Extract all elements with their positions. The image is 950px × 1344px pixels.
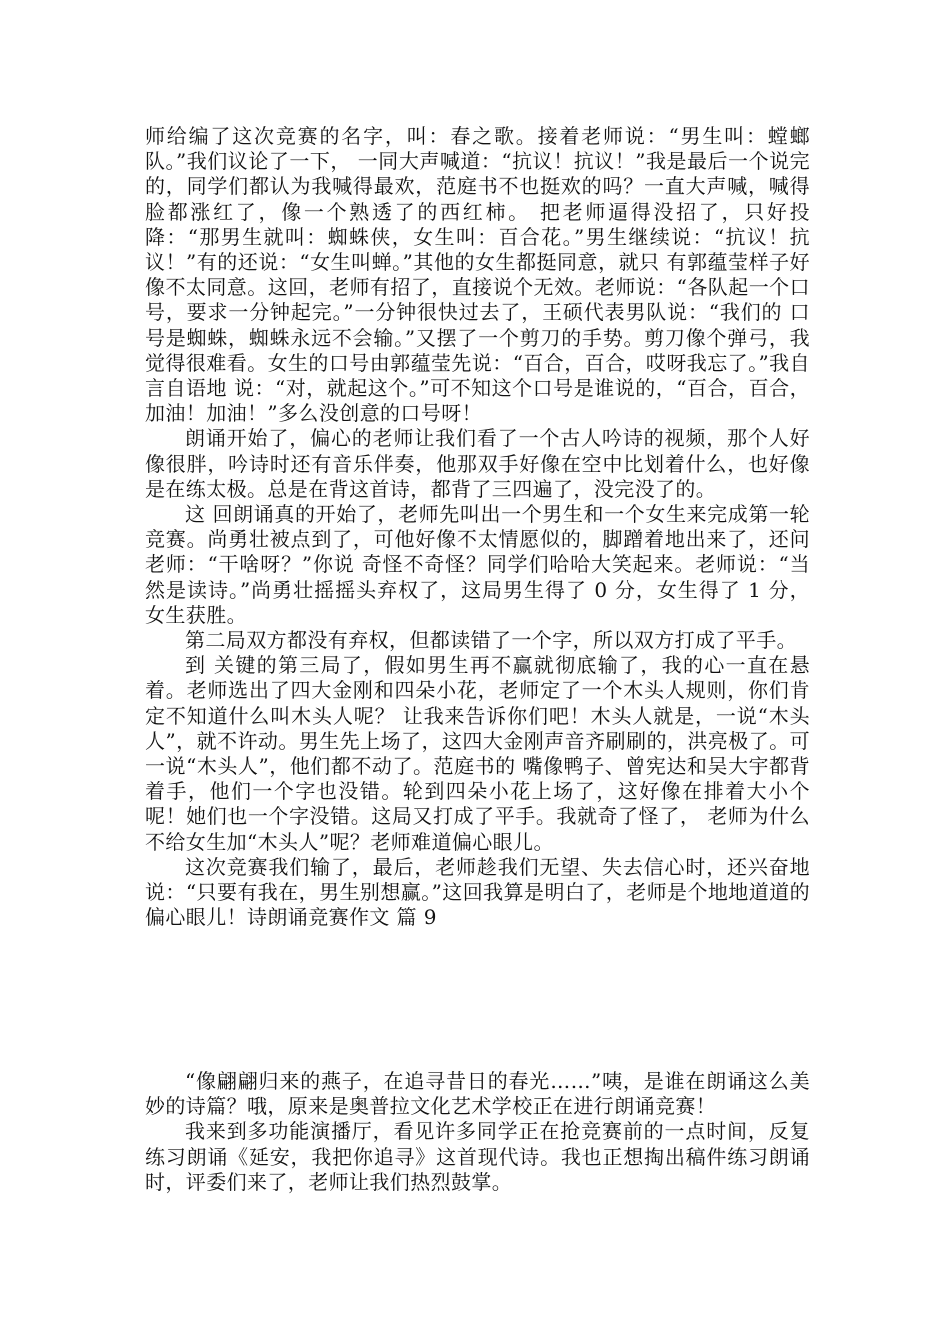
paragraph: 朗诵开始了，偏心的老师让我们看了一个古人吟诗的视频，那个人好像很胖，吟诗时还有音乐伴奏，他那双手好像在空中比划着什么，也好像是在练太极。总是在背这首诗，都背了三四遍了，没完没了的。: [145, 426, 810, 501]
paragraph: 我来到多功能演播厅，看见许多同学正在抢竞赛前的一点时间，反复练习朗诵《延安，我把你追寻》这首现代诗。我也正想掏出稿件练习朗诵时，评委们来了，老师让我们热烈鼓掌。: [145, 1119, 810, 1194]
paragraph: 这 回朗诵真的开始了，老师先叫出一个男生和一个女生来完成第一轮竞赛。尚勇壮被点到了，可他好像不太情愿似的，脚蹭着地出来了，还问老师：“干啥呀？”你说 奇怪不奇怪？同学们哈哈大笑起来。老师说：“当然是读诗。”尚勇壮摇摇头弃权了，这局男生得了 0 分，女生得了 1 分，女生获胜。: [145, 502, 810, 627]
paragraph: 师给编了这次竞赛的名字，叫：春之歌。接着老师说：“男生叫：螳螂队。”我们议论了一下， 一同大声喊道：“抗议！抗议！”我是最后一个说完的，同学们都认为我喊得最欢，范庭书不也挺欢的吗？一直大声喊，喊得脸都涨红了，像一个熟透了的西红柿。 把老师逼得没招了，只好投降：“那男生就叫：蜘蛛侠，女生叫：百合花。”男生继续说：“抗议！抗议！”有的还说：“女生叫蝉。”其他的女生都挺同意，就只 有郭蕴莹样子好像不太同意。这回，老师有招了，直接说个无效。老师说：“各队起一个口号，要求一分钟起完。”一分钟很快过去了，王硕代表男队说：“我们的 口号是蜘蛛，蜘蛛永远不会输。”又摆了一个剪刀的手势。剪刀像个弹弓，我觉得很难看。女生的口号由郭蕴莹先说：“百合，百合，哎呀我忘了。”我自言自语地 说：“对，就起这个。”可不知这个口号是谁说的，“百合，百合，加油！加油！”多么没创意的口号呀！: [145, 124, 810, 426]
article-body-top: [145, 124, 810, 931]
article-body-bottom: [145, 1069, 810, 1195]
paragraph: 到 关键的第三局了，假如男生再不赢就彻底输了，我的心一直在悬着。老师选出了四大金刚和四朵小花，老师定了一个木头人规则，你们肯定不知道什么叫木头人呢？ 让我来告诉你们吧！木头人就是，一说“木头人”，就不许动。男生先上场了，这四大金刚声音齐刷刷的，洪亮极了。可一说“木头人”，他们都不动了。范庭书的 嘴像鸭子、曾宪达和吴大宇都背着手，他们一个字也没错。轮到四朵小花上场了，这好像在排着大小个呢！她们也一个字没错。这局又打成了平手。我就奇了怪了， 老师为什么不给女生加“木头人”呢？老师难道偏心眼儿。: [145, 653, 810, 854]
paragraph: 这次竞赛我们输了，最后，老师趁我们无望、失去信心时，还兴奋地说：“只要有我在，男生别想赢。”这回我算是明白了，老师是个地地道道的偏心眼儿！诗朗诵竞赛作文 篇 9: [145, 854, 810, 930]
paragraph: 第二局双方都没有弃权，但都读错了一个字，所以双方打成了平手。: [185, 628, 797, 653]
paragraph: “像翩翩归来的燕子，在追寻昔日的春光……”咦，是谁在朗诵这么美妙的诗篇？哦，原来是奥普拉文化艺术学校正在进行朗诵竞赛！: [145, 1069, 810, 1119]
